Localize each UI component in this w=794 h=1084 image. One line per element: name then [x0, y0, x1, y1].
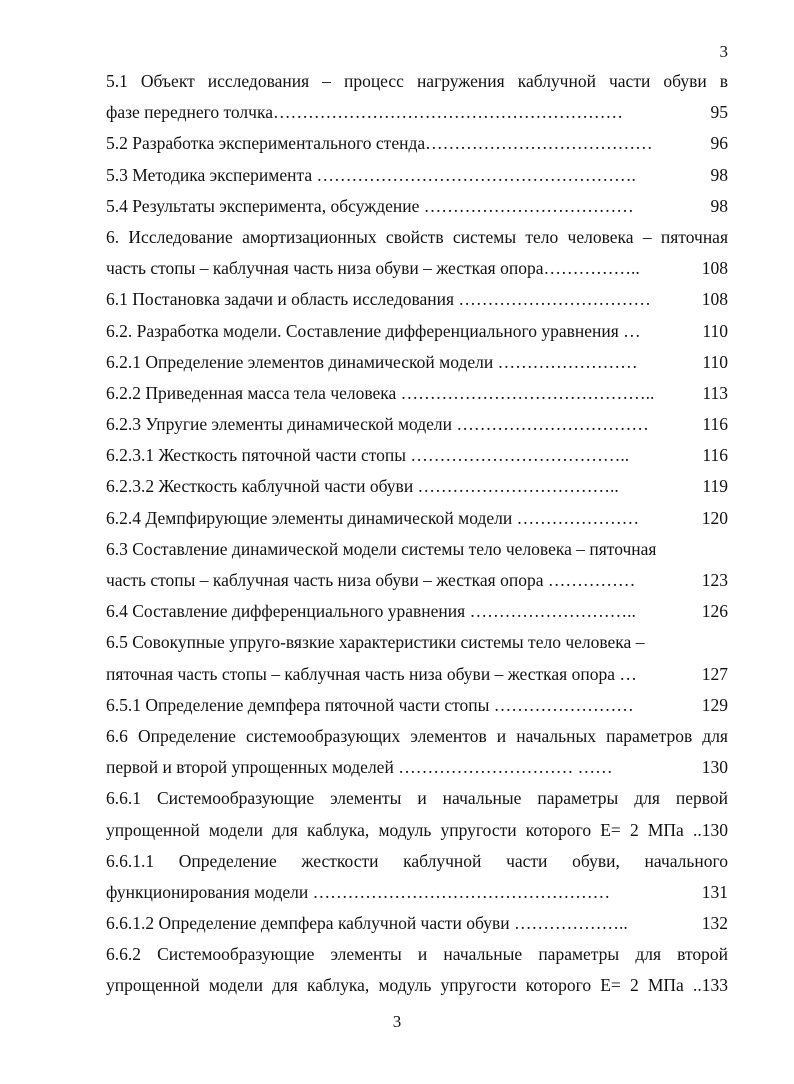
toc-entry-text: функционирования модели …………………………………………… [106, 881, 611, 902]
toc-line: 6.3 Составление динамической модели системы тело человека – пяточная [106, 538, 657, 559]
toc-page-number: 98 [710, 195, 728, 216]
toc-line [106, 316, 728, 347]
toc-line [106, 128, 728, 159]
toc-line [106, 253, 728, 284]
toc-line: упрощенной модели для каблука, модуль упругости которого Е= 2 МПа ..133 [106, 975, 728, 996]
toc-entry-text: 6.4 Составление дифференциального уравнения ……………………….. [106, 601, 636, 622]
toc-line [106, 409, 728, 440]
toc-line: 6.6 Определение системообразующих элементов и начальных параметров для [106, 725, 728, 746]
toc-line: 5.1 Объект исследования – процесс нагружения каблучной части обуви в [106, 71, 728, 91]
toc-line [106, 284, 728, 315]
toc-entry-text: 6.2.3 Упругие элементы динамической модели …………………………… [106, 414, 649, 435]
toc-line [106, 752, 728, 783]
page-number-top: 3 [719, 42, 728, 61]
toc-entry-text: 5.4 Результаты эксперимента, обсуждение ……………………………… [106, 195, 634, 216]
toc-line: 6.6.1 Системообразующие элементы и начальные параметры для первой [106, 788, 728, 809]
toc-entry-text: 6.2. Разработка модели. Составление дифференциального уравнения … [106, 320, 641, 341]
toc-page-number: 120 [701, 507, 728, 528]
toc-line [106, 596, 728, 627]
toc-page-number: 110 [702, 320, 728, 341]
toc-entry-text: 5.2 Разработка экспериментального стенда………………………………… [106, 133, 653, 154]
toc-line [106, 690, 728, 721]
table-of-contents [106, 66, 728, 1002]
toc-page-number: 108 [701, 289, 728, 310]
toc-line [106, 503, 728, 534]
toc-page-number: 129 [701, 694, 728, 715]
toc-line [106, 471, 728, 502]
toc-entry-text: 5.3 Методика эксперимента ………………………………………………. [106, 164, 636, 185]
toc-page-number: 108 [701, 258, 728, 279]
toc-entry-text: 6.5.1 Определение демпфера пяточной части стопы …………………… [106, 694, 634, 715]
page-number-bottom: 3 [392, 1012, 402, 1031]
toc-entry-text: фазе переднего толчка…………………………………………………… [106, 102, 623, 123]
toc-page-number: 116 [702, 414, 728, 435]
toc-entry-text: первой и второй упрощенных моделей ………………………… …… [106, 757, 613, 778]
toc-page-number: 126 [701, 601, 728, 622]
toc-page-number: 96 [710, 133, 728, 154]
toc-page-number: 130 [701, 757, 728, 778]
toc-line [106, 378, 728, 409]
toc-entry-text: 6.6.1.2 Определение демпфера каблучной части обуви ……………….. [106, 913, 628, 934]
toc-page-number: 119 [702, 476, 728, 497]
toc-page-number: 116 [702, 445, 728, 466]
toc-line [106, 565, 728, 596]
toc-line [106, 191, 728, 222]
toc-page-number: 95 [710, 102, 728, 123]
toc-entry-text: часть стопы – каблучная часть низа обуви – жесткая опора …………… [106, 570, 636, 590]
toc-page-number: 98 [710, 164, 728, 185]
toc-line: упрощенной модели для каблука, модуль упругости которого Е= 2 МПа ..130 [106, 819, 728, 840]
toc-page-number: 132 [701, 913, 728, 934]
toc-line: 6.6.1.1 Определение жесткости каблучной части обуви, начального [106, 850, 728, 871]
toc-page-number: 131 [701, 881, 728, 902]
toc-line [106, 347, 728, 378]
toc-entry-text: 6.2.1 Определение элементов динамической модели …………………… [106, 351, 638, 372]
toc-line [106, 440, 728, 471]
toc-entry-text: часть стопы – каблучная часть низа обуви – жесткая опора…………….. [106, 258, 640, 279]
toc-entry-text: 6.2.4 Демпфирующие элементы динамической модели ………………… [106, 507, 640, 528]
toc-page-number: 123 [701, 570, 728, 590]
toc-line: 6.5 Совокупные упруго-вязкие характеристики системы тело человека – [106, 632, 645, 653]
toc-page-number: 127 [701, 663, 728, 684]
toc-entry-text: пяточная часть стопы – каблучная часть низа обуви – жесткая опора … [106, 663, 637, 684]
toc-entry-text: 6.2.3.2 Жесткость каблучной части обуви …………………………….. [106, 476, 619, 497]
toc-line: 6.6.2 Системообразующие элементы и начальные параметры для второй [106, 944, 728, 965]
toc-entry-text: 6.2.3.1 Жесткость пяточной части стопы ……………………………….. [106, 445, 630, 466]
toc-entry-text: 6.2.2 Приведенная масса тела человека …………………………………….. [106, 382, 655, 403]
toc-line: 6. Исследование амортизационных свойств системы тело человека – пяточная [106, 226, 728, 247]
toc-line [106, 659, 728, 690]
toc-page-number: 110 [702, 351, 728, 372]
toc-page-number: 113 [702, 382, 728, 403]
toc-line [106, 877, 728, 908]
toc-line [106, 160, 728, 191]
toc-line [106, 97, 728, 128]
toc-entry-text: 6.1 Постановка задачи и область исследования …………………………… [106, 289, 651, 310]
toc-line [106, 908, 728, 939]
